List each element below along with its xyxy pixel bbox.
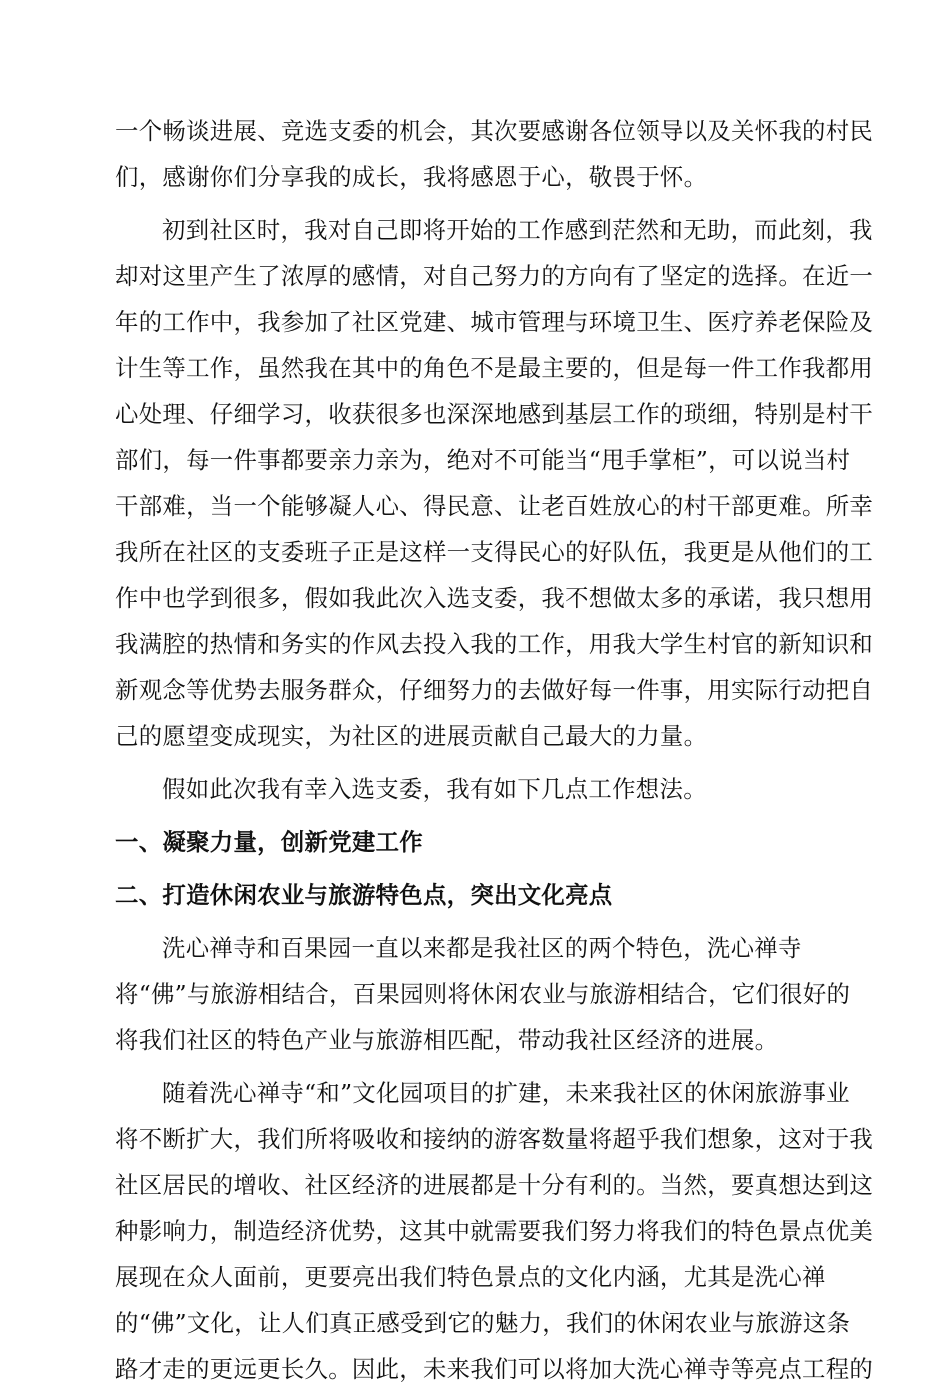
heading-text: 二、打造休闲农业与旅游特色点，突出文化亮点 bbox=[115, 881, 613, 909]
text-line: 种影响力，制造经济优势，这其中就需要我们努力将我们的特色景点优美 bbox=[115, 1217, 874, 1245]
text-line: 初到社区时，我对自己即将开始的工作感到茫然和无助，而此刻，我 bbox=[162, 216, 873, 244]
paragraph-1 bbox=[115, 108, 874, 200]
text-line: 假如此次我有幸入选支委，我有如下几点工作想法。 bbox=[162, 775, 707, 803]
text-line: 将不断扩大，我们所将吸收和接纳的游客数量将超乎我们想象，这对于我 bbox=[115, 1125, 874, 1153]
text-line: 作中也学到很多，假如我此次入选支委，我不想做太多的承诺，我只想用 bbox=[115, 584, 874, 612]
text-line: 心处理、仔细学习，收获很多也深深地感到基层工作的琐细，特别是村干 bbox=[115, 400, 874, 428]
paragraph-2 bbox=[115, 207, 874, 759]
text-line: 却对这里产生了浓厚的感情，对自己努力的方向有了坚定的选择。在近一 bbox=[115, 262, 874, 290]
text-line: 将我们社区的特色产业与旅游相匹配，带动我社区经济的进展。 bbox=[115, 1026, 779, 1054]
text-line: 一个畅谈进展、竞选支委的机会，其次要感谢各位领导以及关怀我的村民 bbox=[115, 117, 874, 145]
heading-text: 一、凝聚力量，创新党建工作 bbox=[115, 828, 423, 856]
text-line: 随着洗心禅寺“和”文化园项目的扩建，未来我社区的休闲旅游事业 bbox=[162, 1079, 850, 1107]
text-line: 计生等工作，虽然我在其中的角色不是最主要的，但是每一件工作我都用 bbox=[115, 354, 874, 382]
paragraph-3 bbox=[115, 766, 831, 812]
text-line: 干部难，当一个能够凝人心、得民意、让老百姓放心的村干部更难。所幸 bbox=[115, 492, 874, 520]
text-line: 洗心禅寺和百果园一直以来都是我社区的两个特色，洗心禅寺 bbox=[162, 934, 802, 962]
text-line: 将“佛”与旅游相结合，百果园则将休闲农业与旅游相结合，它们很好的 bbox=[115, 980, 851, 1008]
text-line: 路才走的更远更长久。因此，未来我们可以将加大洗心禅寺等亮点工程的 bbox=[115, 1355, 874, 1383]
section-heading-2 bbox=[115, 872, 831, 918]
text-line: 年的工作中，我参加了社区党建、城市管理与环境卫生、医疗养老保险及 bbox=[115, 308, 874, 336]
text-line: 社区居民的增收、社区经济的进展都是十分有利的。当然，要真想达到这 bbox=[115, 1171, 874, 1199]
text-line: 己的愿望变成现实，为社区的进展贡献自己最大的力量。 bbox=[115, 722, 708, 750]
paragraph-4 bbox=[115, 925, 851, 1063]
text-line: 新观念等优势去服务群众，仔细努力的去做好每一件事，用实际行动把自 bbox=[115, 676, 874, 704]
document-body bbox=[115, 108, 874, 1392]
text-line: 们，感谢你们分享我的成长，我将感恩于心，敬畏于怀。 bbox=[115, 163, 708, 191]
text-line: 部们，每一件事都要亲力亲为，绝对不可能当“甩手掌柜”，可以说当村 bbox=[115, 446, 851, 474]
text-line: 我所在社区的支委班子正是这样一支得民心的好队伍，我更是从他们的工 bbox=[115, 538, 874, 566]
text-line: 展现在众人面前，更要亮出我们特色景点的文化内涵，尤其是洗心禅 bbox=[115, 1263, 826, 1291]
text-line: 的“佛”文化，让人们真正感受到它的魅力，我们的休闲农业与旅游这条 bbox=[115, 1309, 851, 1337]
section-heading-1 bbox=[115, 819, 831, 865]
text-line: 我满腔的热情和务实的作风去投入我的工作，用我大学生村官的新知识和 bbox=[115, 630, 874, 658]
